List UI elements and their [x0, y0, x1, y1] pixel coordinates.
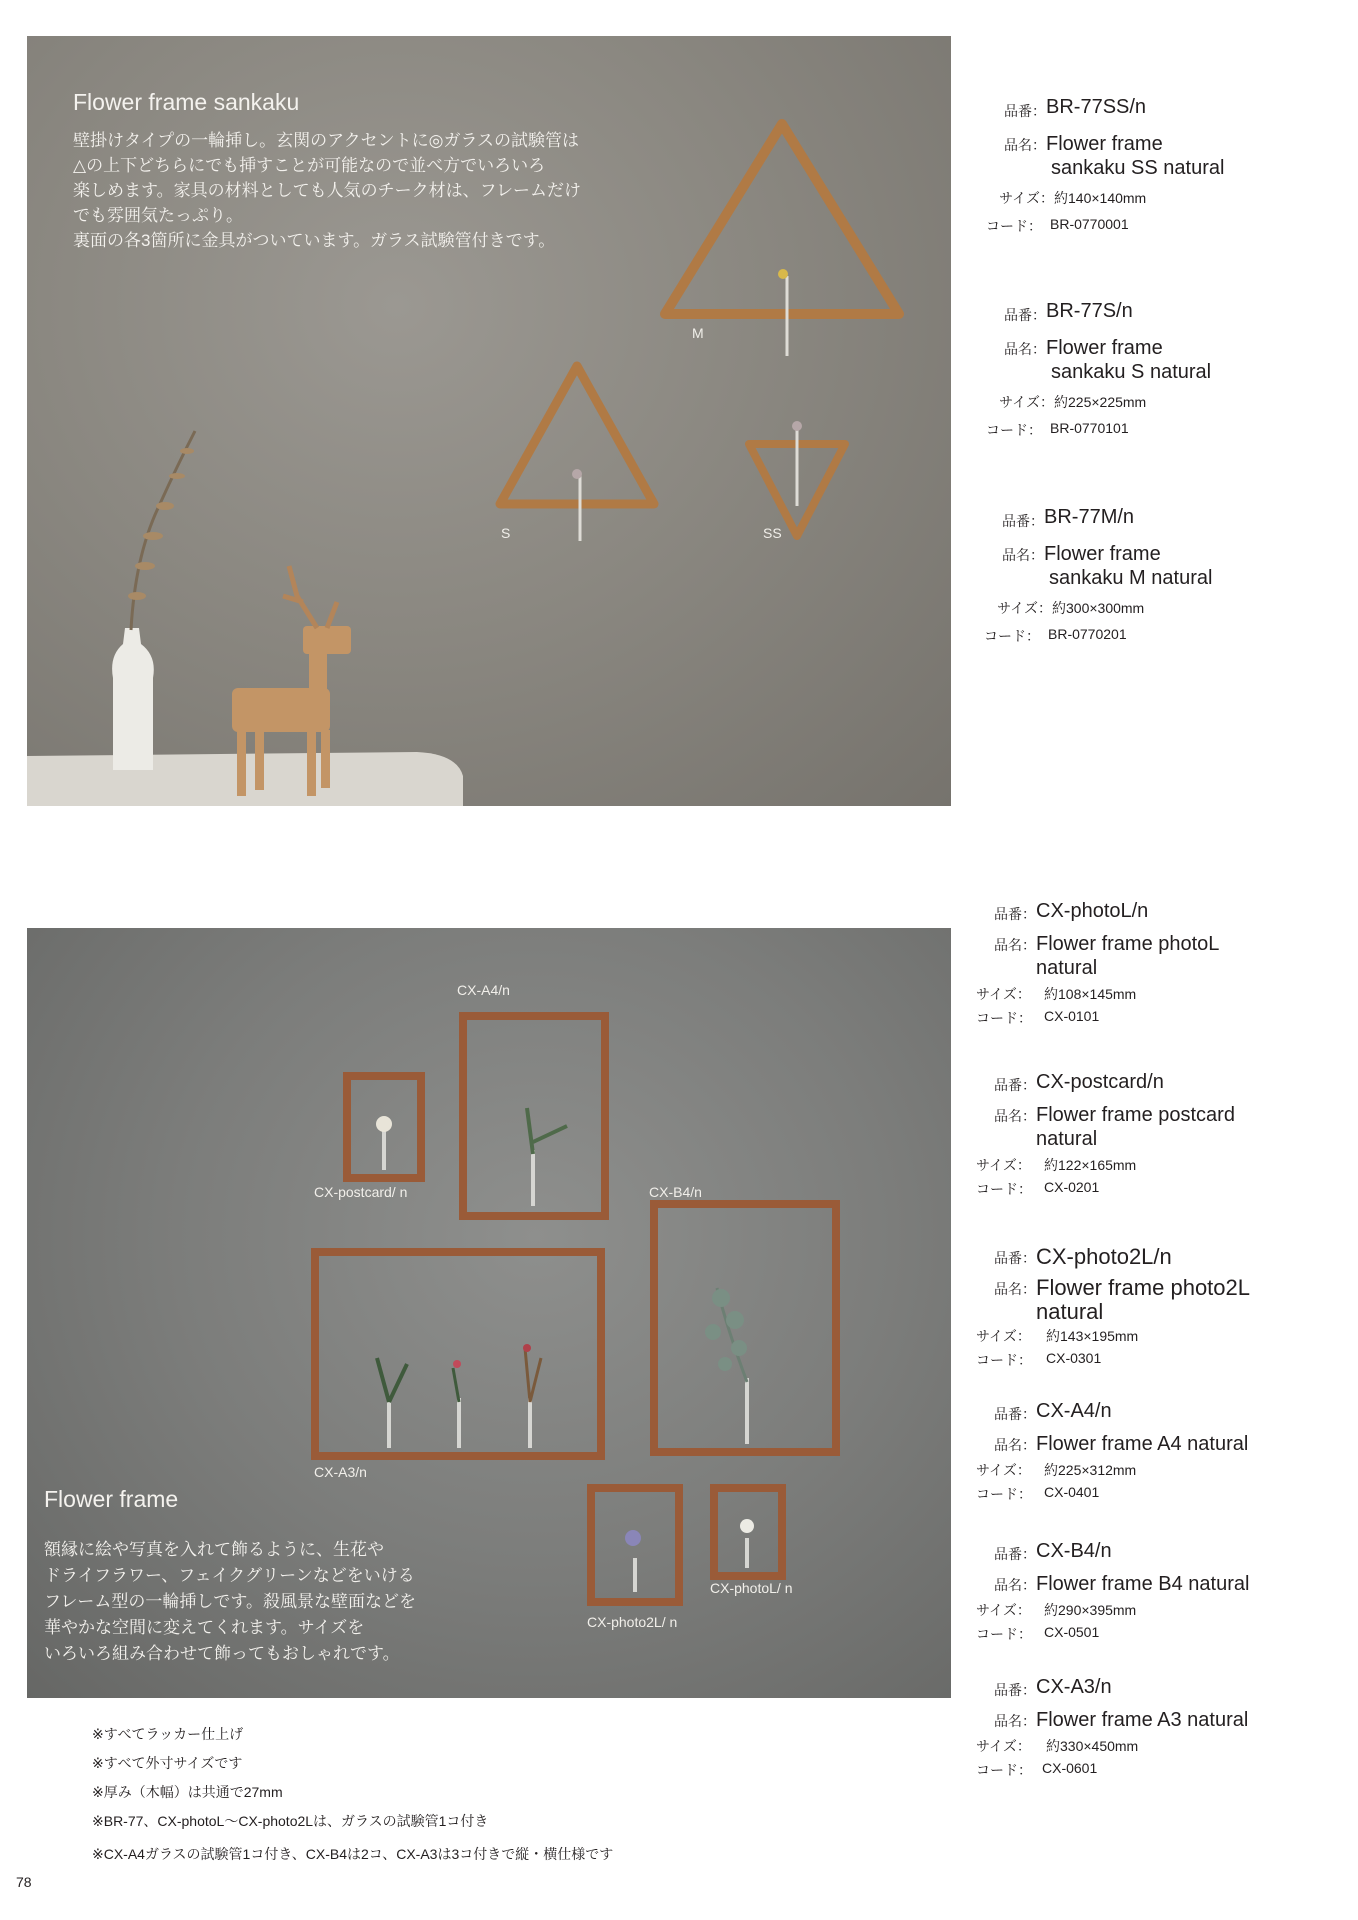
- name-key: 品名：: [994, 1108, 1036, 1124]
- product-name: Flower frame postcard natural: [1036, 1104, 1235, 1150]
- product-cx-b4: [976, 1540, 1249, 1644]
- product-cx-photo2l: [976, 1244, 1250, 1370]
- product-name: Flower frame A4 natural: [1036, 1433, 1249, 1455]
- product-code: CX-0601: [1042, 1760, 1098, 1776]
- code-key: コード：: [976, 1181, 1032, 1197]
- size-key: サイズ：: [976, 1738, 1031, 1754]
- label-cx-postcard: CX-postcard/ n: [314, 1184, 408, 1200]
- product-code: CX-0501: [1044, 1624, 1100, 1640]
- code-key: コード：: [976, 1010, 1032, 1026]
- note-item: ※CX-A4ガラスの試験管1コ付き、CX-B4は2コ、CX-A3は3コ付きで縦・横仕様です: [92, 1846, 614, 1862]
- product-size: 約290×395mm: [1044, 1602, 1137, 1618]
- page-number: 78: [16, 1874, 32, 1890]
- product-name: Flower frame B4 natural: [1036, 1573, 1250, 1595]
- frames-title: Flower frame: [44, 1486, 179, 1512]
- flower-s-icon: [572, 469, 582, 479]
- num-key: 品番：: [994, 1250, 1036, 1266]
- name-key: 品名：: [994, 937, 1036, 953]
- flower-ss-icon: [792, 421, 802, 431]
- product-number: CX-photoL/n: [1036, 900, 1149, 922]
- name-key: 品名：: [1004, 341, 1046, 357]
- product-number: BR-77S/n: [1046, 300, 1133, 322]
- product-size: 約300×300mm: [1052, 600, 1145, 616]
- product-code: CX-0301: [1046, 1350, 1102, 1366]
- note-item: ※厚み（木幅）は共通で27mm: [92, 1784, 283, 1800]
- product-br-77m: [984, 506, 1212, 646]
- note-item: ※すべて外寸サイズです: [92, 1755, 243, 1771]
- frames-photo: [27, 928, 951, 1698]
- product-name: Flower frame sankaku S natural: [1046, 337, 1212, 383]
- sankaku-description: 壁掛けタイプの一輪挿し。玄関のアクセントに◎ガラスの試験管は △の上下どちらにでも挿すことが可能なので並べ方でいろいろ 楽しめます。家具の材料としても人気のチーク材は、フレームだけ でも雰囲気たっぷり。 裏面の各3箇所に金具がついています。ガラス試験管付きです。: [73, 131, 581, 250]
- num-key: 品番：: [1004, 103, 1046, 119]
- size-key: サイズ：: [999, 190, 1054, 206]
- product-name: Flower frame photoL natural: [1036, 933, 1220, 979]
- code-key: コード：: [976, 1486, 1032, 1502]
- product-number: CX-postcard/n: [1036, 1071, 1164, 1093]
- product-number: CX-A3/n: [1036, 1676, 1112, 1698]
- product-br-77s: [986, 300, 1211, 440]
- name-key: 品名：: [1002, 547, 1044, 563]
- product-code: CX-0401: [1044, 1484, 1100, 1500]
- num-key: 品番：: [994, 1406, 1036, 1422]
- product-code: CX-0201: [1044, 1179, 1100, 1195]
- name-key: 品名：: [994, 1437, 1036, 1453]
- triangle-frame-m: [665, 124, 899, 314]
- product-size: 約225×225mm: [1054, 394, 1147, 410]
- num-key: 品番：: [1004, 307, 1046, 323]
- product-size: 約143×195mm: [1046, 1328, 1139, 1344]
- label-m: M: [692, 325, 704, 341]
- code-key: コード：: [984, 628, 1040, 644]
- product-code: BR-0770201: [1048, 626, 1127, 642]
- label-cx-a4: CX-A4/n: [457, 982, 510, 998]
- note-item: ※すべてラッカー仕上げ: [92, 1726, 244, 1742]
- product-name: Flower frame A3 natural: [1036, 1709, 1249, 1731]
- size-key: サイズ：: [976, 1462, 1031, 1478]
- product-number: CX-photo2L/n: [1036, 1244, 1172, 1269]
- product-name: Flower frame sankaku SS natural: [1046, 133, 1225, 179]
- code-key: コード：: [986, 218, 1042, 234]
- size-key: サイズ：: [976, 1157, 1031, 1173]
- product-size: 約225×312mm: [1044, 1462, 1137, 1478]
- name-key: 品名：: [994, 1713, 1036, 1729]
- name-key: 品名：: [994, 1577, 1036, 1593]
- flower-m-icon: [778, 269, 788, 279]
- product-size: 約122×165mm: [1044, 1157, 1137, 1173]
- triangle-frame-s: [500, 366, 654, 504]
- size-key: サイズ：: [999, 394, 1054, 410]
- product-cx-photol: [976, 900, 1219, 1028]
- label-cx-photo2l: CX-photo2L/ n: [587, 1614, 678, 1630]
- product-number: BR-77M/n: [1044, 506, 1135, 528]
- size-key: サイズ：: [976, 986, 1031, 1002]
- num-key: 品番：: [994, 1546, 1036, 1562]
- label-cx-photol: CX-photoL/ n: [710, 1580, 793, 1596]
- num-key: 品番：: [994, 906, 1036, 922]
- name-key: 品名：: [1004, 137, 1046, 153]
- product-cx-postcard: [976, 1071, 1235, 1199]
- product-size: 約108×145mm: [1044, 986, 1137, 1002]
- product-code: BR-0770101: [1050, 420, 1129, 436]
- product-cx-a3: [976, 1676, 1248, 1780]
- product-name: Flower frame photo2L natural: [1036, 1275, 1250, 1324]
- frames-description: 額縁に絵や写真を入れて飾るように、生花や ドライフラワー、フェイクグリーンなどをいける フレーム型の一輪挿しです。殺風景な壁面などを 華やかな空間に変えてくれます。サイズを いろいろ組み合わせて飾ってもおしゃれです。: [44, 1540, 416, 1663]
- product-code: CX-0101: [1044, 1008, 1100, 1024]
- code-key: コード：: [986, 422, 1042, 438]
- note-item: ※BR-77、CX-photoL〜CX-photo2Lは、ガラスの試験管1コ付き: [92, 1813, 489, 1829]
- name-key: 品名：: [994, 1281, 1036, 1297]
- label-ss: SS: [763, 525, 782, 541]
- label-cx-b4: CX-B4/n: [649, 1184, 702, 1200]
- code-key: コード：: [976, 1626, 1032, 1642]
- product-size: 約330×450mm: [1046, 1738, 1139, 1754]
- sankaku-photo: [27, 36, 951, 806]
- product-size: 約140×140mm: [1054, 190, 1147, 206]
- label-s: S: [501, 525, 511, 541]
- num-key: 品番：: [994, 1682, 1036, 1698]
- label-cx-a3: CX-A3/n: [314, 1464, 367, 1480]
- sankaku-title: Flower frame sankaku: [73, 89, 300, 115]
- greenery-icon: [376, 1108, 754, 1546]
- product-number: BR-77SS/n: [1046, 96, 1147, 118]
- product-cx-a4: [976, 1400, 1248, 1504]
- notes-list: [92, 1724, 613, 1873]
- size-key: サイズ：: [976, 1602, 1031, 1618]
- size-key: サイズ：: [976, 1328, 1031, 1344]
- dried-branch-icon: [131, 431, 195, 630]
- vase-icon: [112, 628, 154, 770]
- size-key: サイズ：: [997, 600, 1052, 616]
- num-key: 品番：: [1002, 513, 1044, 529]
- product-number: CX-A4/n: [1036, 1400, 1112, 1422]
- product-br-77ss: [986, 96, 1224, 236]
- code-key: コード：: [976, 1762, 1032, 1778]
- product-code: BR-0770001: [1050, 216, 1129, 232]
- code-key: コード：: [976, 1352, 1032, 1368]
- product-number: CX-B4/n: [1036, 1540, 1112, 1562]
- num-key: 品番：: [994, 1077, 1036, 1093]
- product-name: Flower frame sankaku M natural: [1044, 543, 1213, 589]
